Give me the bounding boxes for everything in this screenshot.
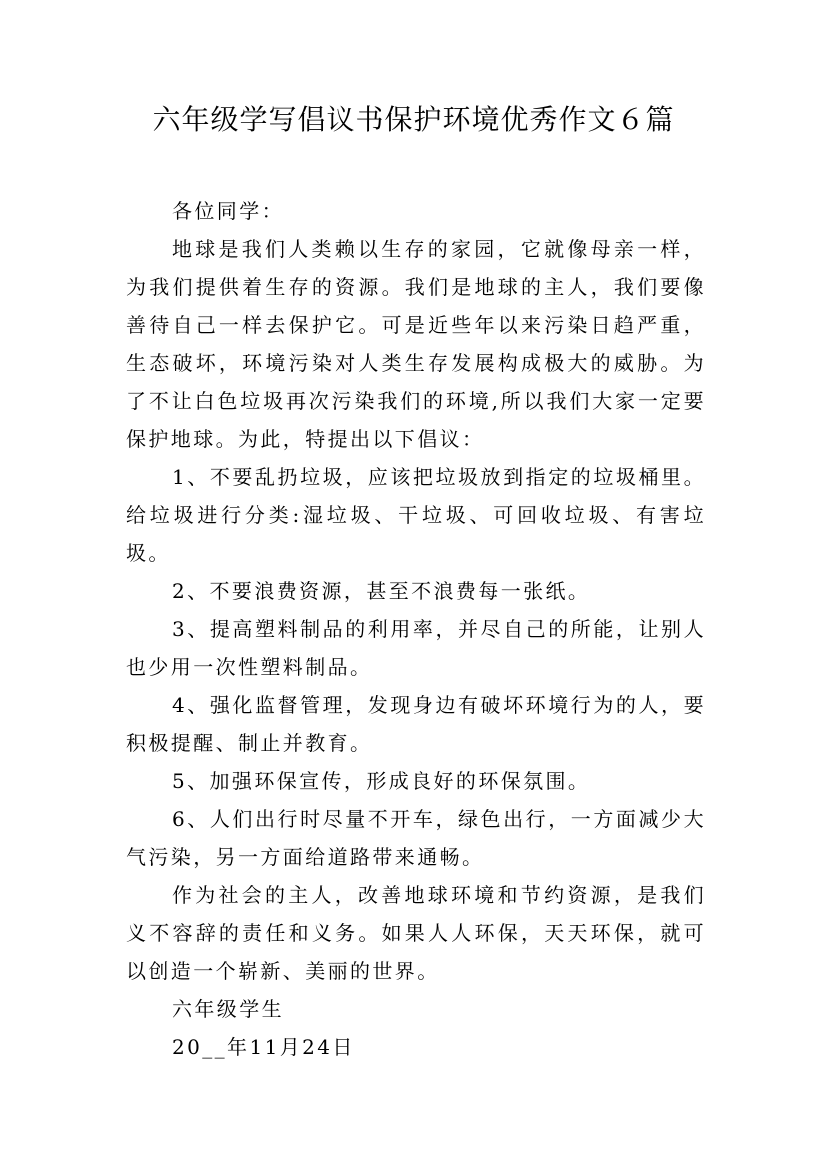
- closing-paragraph: 作为社会的主人，改善地球环境和节约资源，是我们义不容辞的责任和义务。如果人人环保，天天环保，就可以创造一个崭新、美丽的世界。: [126, 883, 706, 983]
- body-paragraph: 地球是我们人类赖以生存的家园，它就像母亲一样，为我们提供着生存的资源。我们是地球的主人，我们要像善待自己一样去保护它。可是近些年以来污染日趋严重，生态破坏，环境污染对人类生存发展构成极大的威胁。为了不让白色垃圾再次污染我们的环境,所以我们大家一定要保护地球。为此，特提出以下倡议：: [126, 237, 706, 451]
- proposal-item-1: 1、不要乱扔垃圾，应该把垃圾放到指定的垃圾桶里。给垃圾进行分类:湿垃圾、干垃圾、可回收垃圾、有害垃圾。: [126, 465, 706, 565]
- proposal-item-5: 5、加强环保宣传，形成良好的环保氛围。: [172, 769, 591, 793]
- document-title: 六年级学写倡议书保护环境优秀作文６篇: [152, 103, 675, 136]
- document-body: [126, 192, 706, 1066]
- proposal-item-6: 6、人们出行时尽量不开车，绿色出行，一方面减少大气污染，另一方面给道路带来通畅。: [126, 807, 706, 869]
- signature: 六年级学生: [172, 997, 284, 1021]
- salutation: 各位同学：: [172, 199, 284, 223]
- date: 20__年11月24日: [172, 1035, 355, 1059]
- proposal-item-3: 3、提高塑料制品的利用率，并尽自己的所能，让别人也少用一次性塑料制品。: [126, 617, 706, 679]
- proposal-item-4: 4、强化监督管理，发现身边有破坏环境行为的人，要积极提醒、制止并教育。: [126, 693, 706, 755]
- proposal-item-2: 2、不要浪费资源，甚至不浪费每一张纸。: [172, 579, 591, 603]
